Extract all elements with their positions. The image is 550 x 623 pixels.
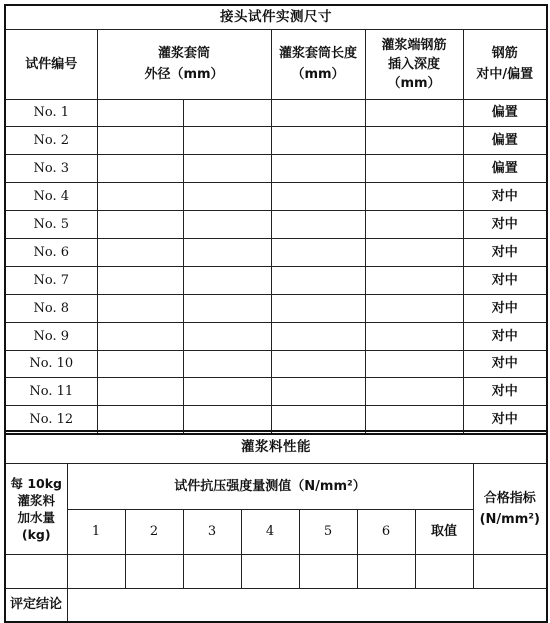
alignment-value: 偏置	[463, 155, 547, 183]
strength-result-cell[interactable]	[415, 554, 473, 588]
pass-criterion-cell[interactable]	[473, 554, 547, 588]
specimen-no: No. 12	[5, 406, 97, 434]
strength-cell[interactable]	[183, 554, 241, 588]
conclusion-cell[interactable]	[67, 588, 547, 622]
sleeve-diameter-cell-b[interactable]	[183, 294, 271, 322]
water-amount-cell[interactable]	[5, 554, 67, 588]
sleeve-length-cell[interactable]	[271, 350, 365, 378]
strength-column-header: 3	[183, 509, 241, 554]
insert-depth-cell[interactable]	[365, 266, 463, 294]
sleeve-diameter-cell-a[interactable]	[97, 350, 183, 378]
sleeve-diameter-cell-b[interactable]	[183, 378, 271, 406]
sleeve-length-cell[interactable]	[271, 127, 365, 155]
insert-depth-cell[interactable]	[365, 238, 463, 266]
header-insert-depth: 灌浆端钢筋 插入深度 （mm）	[365, 29, 463, 99]
alignment-value: 对中	[463, 211, 547, 239]
sleeve-length-cell[interactable]	[271, 378, 365, 406]
sleeve-diameter-cell-b[interactable]	[183, 266, 271, 294]
strength-cell[interactable]	[357, 554, 415, 588]
sleeve-length-cell[interactable]	[271, 294, 365, 322]
specimen-no: No. 6	[5, 238, 97, 266]
sleeve-diameter-cell-b[interactable]	[183, 211, 271, 239]
insert-depth-cell[interactable]	[365, 322, 463, 350]
specimen-no: No. 5	[5, 211, 97, 239]
sleeve-diameter-cell-b[interactable]	[183, 155, 271, 183]
conclusion-row	[5, 588, 547, 622]
alignment-value: 对中	[463, 183, 547, 211]
sleeve-diameter-cell-b[interactable]	[183, 183, 271, 211]
table-row	[5, 350, 547, 378]
sleeve-length-cell[interactable]	[271, 266, 365, 294]
header-compressive-strength: 试件抗压强度量测值（N/mm²）	[67, 463, 473, 509]
alignment-value: 对中	[463, 322, 547, 350]
sleeve-diameter-cell-a[interactable]	[97, 99, 183, 127]
table-row	[5, 238, 547, 266]
strength-column-header: 4	[241, 509, 299, 554]
insert-depth-cell[interactable]	[365, 155, 463, 183]
sleeve-length-cell[interactable]	[271, 322, 365, 350]
insert-depth-cell[interactable]	[365, 350, 463, 378]
alignment-value: 对中	[463, 238, 547, 266]
header-alignment: 钢筋 对中/偏置	[463, 29, 547, 99]
table-row	[5, 322, 547, 350]
sleeve-diameter-cell-b[interactable]	[183, 322, 271, 350]
alignment-value: 对中	[463, 378, 547, 406]
strength-cell[interactable]	[67, 554, 125, 588]
sleeve-diameter-cell-a[interactable]	[97, 266, 183, 294]
table-row	[5, 378, 547, 406]
sleeve-diameter-cell-b[interactable]	[183, 350, 271, 378]
alignment-value: 偏置	[463, 127, 547, 155]
insert-depth-cell[interactable]	[365, 294, 463, 322]
strength-column-header: 取值	[415, 509, 473, 554]
header-specimen-no: 试件编号	[5, 29, 97, 99]
insert-depth-cell[interactable]	[365, 99, 463, 127]
joint-table-title: 接头试件实测尺寸	[5, 5, 547, 29]
sleeve-diameter-cell-b[interactable]	[183, 127, 271, 155]
sleeve-length-cell[interactable]	[271, 183, 365, 211]
specimen-no: No. 2	[5, 127, 97, 155]
table-row	[5, 155, 547, 183]
table-row	[5, 127, 547, 155]
table-row	[5, 211, 547, 239]
insert-depth-cell[interactable]	[365, 127, 463, 155]
sleeve-length-cell[interactable]	[271, 238, 365, 266]
sleeve-length-cell[interactable]	[271, 99, 365, 127]
strength-column-header: 6	[357, 509, 415, 554]
specimen-no: No. 4	[5, 183, 97, 211]
sleeve-diameter-cell-a[interactable]	[97, 378, 183, 406]
header-sleeve-diameter: 灌浆套筒 外径（mm）	[97, 29, 271, 99]
specimen-no: No. 8	[5, 294, 97, 322]
sleeve-diameter-cell-a[interactable]	[97, 211, 183, 239]
header-water-amount: 每 10kg 灌浆料 加水量 (kg)	[5, 463, 67, 554]
table-row	[5, 183, 547, 211]
strength-value-row	[5, 554, 547, 588]
alignment-value: 对中	[463, 266, 547, 294]
strength-cell[interactable]	[241, 554, 299, 588]
strength-column-row	[5, 509, 547, 554]
alignment-value: 偏置	[463, 99, 547, 127]
sleeve-length-cell[interactable]	[271, 155, 365, 183]
header-pass-criterion: 合格指标 (N/mm²)	[473, 463, 547, 554]
sleeve-length-cell[interactable]	[271, 211, 365, 239]
insert-depth-cell[interactable]	[365, 183, 463, 211]
joint-table-body	[5, 99, 547, 434]
specimen-no: No. 3	[5, 155, 97, 183]
sleeve-diameter-cell-a[interactable]	[97, 183, 183, 211]
sleeve-diameter-cell-b[interactable]	[183, 238, 271, 266]
table-row	[5, 266, 547, 294]
grout-table-title: 灌浆料性能	[5, 431, 547, 463]
sleeve-diameter-cell-a[interactable]	[97, 322, 183, 350]
strength-column-header: 5	[299, 509, 357, 554]
table-row	[5, 294, 547, 322]
sleeve-diameter-cell-a[interactable]	[97, 155, 183, 183]
specimen-no: No. 1	[5, 99, 97, 127]
specimen-no: No. 9	[5, 322, 97, 350]
sleeve-diameter-cell-a[interactable]	[97, 238, 183, 266]
conclusion-label: 评定结论	[5, 588, 67, 622]
strength-cell[interactable]	[299, 554, 357, 588]
sleeve-diameter-cell-b[interactable]	[183, 99, 271, 127]
specimen-no: No. 7	[5, 266, 97, 294]
strength-column-header: 2	[125, 509, 183, 554]
grout-performance-table	[4, 430, 548, 623]
sleeve-diameter-cell-a[interactable]	[97, 127, 183, 155]
specimen-no: No. 10	[5, 350, 97, 378]
strength-cell[interactable]	[125, 554, 183, 588]
strength-column-header: 1	[67, 509, 125, 554]
specimen-no: No. 11	[5, 378, 97, 406]
sleeve-diameter-cell-a[interactable]	[97, 294, 183, 322]
insert-depth-cell[interactable]	[365, 378, 463, 406]
header-sleeve-length: 灌浆套筒长度 （mm）	[271, 29, 365, 99]
joint-specimen-table	[4, 4, 548, 435]
insert-depth-cell[interactable]	[365, 211, 463, 239]
alignment-value: 对中	[463, 350, 547, 378]
alignment-value: 对中	[463, 406, 547, 434]
table-row	[5, 99, 547, 127]
alignment-value: 对中	[463, 294, 547, 322]
